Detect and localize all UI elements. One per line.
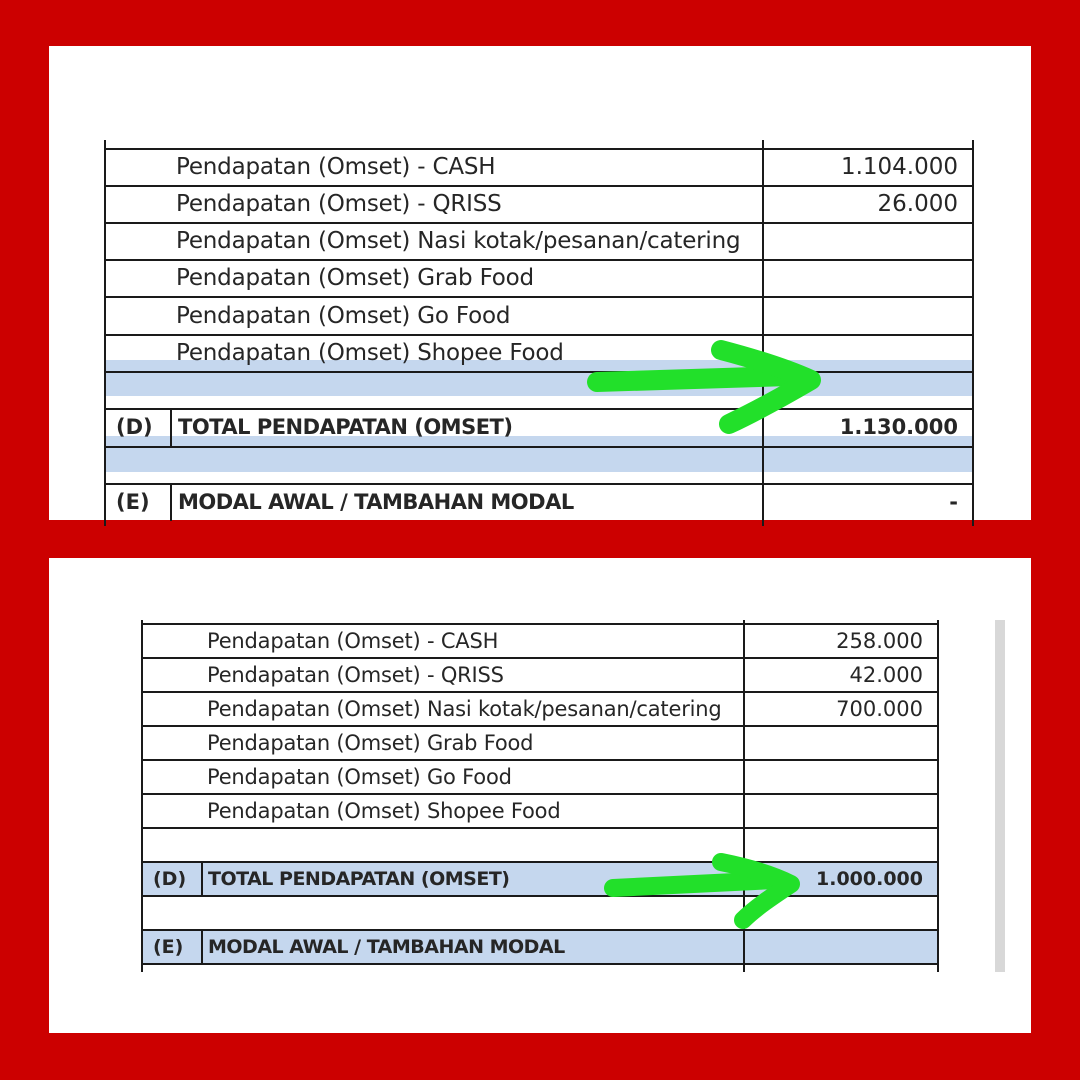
top-modal-value: - [949, 490, 958, 514]
grid-line [104, 222, 974, 224]
top-revenue-sheet [104, 94, 976, 526]
bottom-row-label-catering: Pendapatan (Omset) Nasi kotak/pesanan/catering [207, 697, 722, 721]
grid-line [141, 895, 939, 897]
bottom-modal-label: MODAL AWAL / TAMBAHAN MODAL [208, 936, 565, 958]
top-row-label-catering: Pendapatan (Omset) Nasi kotak/pesanan/catering [176, 228, 741, 254]
top-row-label-grab-food: Pendapatan (Omset) Grab Food [176, 265, 534, 291]
grid-line [141, 861, 939, 863]
grid-line [104, 446, 974, 448]
bottom-row-label-qriss: Pendapatan (Omset) - QRISS [207, 663, 504, 687]
grid-line [104, 140, 106, 526]
grid-line [104, 185, 974, 187]
grid-line [141, 929, 939, 931]
grid-line [170, 483, 172, 521]
top-total-code: (D) [116, 415, 153, 439]
bottom-modal-code: (E) [153, 936, 184, 958]
bottom-row-value-catering: 700.000 [836, 697, 923, 721]
bottom-row-label-cash: Pendapatan (Omset) - CASH [207, 629, 499, 653]
top-row-label-cash: Pendapatan (Omset) - CASH [176, 154, 496, 180]
grid-line [141, 725, 939, 727]
bottom-screenshot-panel [49, 558, 1031, 1033]
hand-drawn-arrow-icon [605, 854, 805, 930]
grid-line [104, 296, 974, 298]
bottom-row-label-grab-food: Pendapatan (Omset) Grab Food [207, 731, 534, 755]
hand-drawn-arrow-icon [589, 342, 829, 432]
top-total-label: TOTAL PENDAPATAN (OMSET) [178, 415, 513, 439]
top-row-label-go-food: Pendapatan (Omset) Go Food [176, 303, 511, 329]
top-total-value: 1.130.000 [839, 415, 958, 439]
bottom-row-label-shopee-food: Pendapatan (Omset) Shopee Food [207, 799, 561, 823]
grid-line [972, 140, 974, 526]
bottom-row-label-go-food: Pendapatan (Omset) Go Food [207, 765, 512, 789]
grid-line [104, 148, 974, 150]
grid-line [141, 827, 939, 829]
top-row-value-qriss: 26.000 [877, 191, 958, 217]
grid-line [141, 623, 939, 625]
grid-line [141, 620, 143, 972]
grid-line [141, 963, 939, 965]
grid-line [141, 691, 939, 693]
bottom-row-value-cash: 258.000 [836, 629, 923, 653]
scrollbar[interactable] [995, 620, 1005, 972]
grid-line [170, 408, 172, 446]
top-modal-label: MODAL AWAL / TAMBAHAN MODAL [178, 490, 574, 514]
top-screenshot-panel [49, 46, 1031, 520]
grid-line [141, 657, 939, 659]
grid-line [141, 793, 939, 795]
bottom-total-code: (D) [153, 868, 187, 890]
top-modal-code: (E) [116, 490, 150, 514]
grid-line [104, 408, 974, 410]
grid-line [201, 861, 203, 897]
grid-line [104, 259, 974, 261]
top-row-value-cash: 1.104.000 [840, 154, 958, 180]
bottom-total-value: 1.000.000 [816, 868, 923, 890]
top-row-label-shopee-food: Pendapatan (Omset) Shopee Food [176, 340, 564, 366]
grid-line [201, 929, 203, 965]
bottom-row-value-qriss: 42.000 [849, 663, 923, 687]
bottom-total-label: TOTAL PENDAPATAN (OMSET) [208, 868, 510, 890]
grid-line [104, 371, 974, 373]
bottom-revenue-sheet [141, 620, 941, 976]
grid-line [141, 759, 939, 761]
top-row-label-qriss: Pendapatan (Omset) - QRISS [176, 191, 502, 217]
grid-line [937, 620, 939, 972]
top-modal-row-highlight [106, 436, 972, 472]
grid-line [104, 334, 974, 336]
grid-line [104, 483, 974, 485]
